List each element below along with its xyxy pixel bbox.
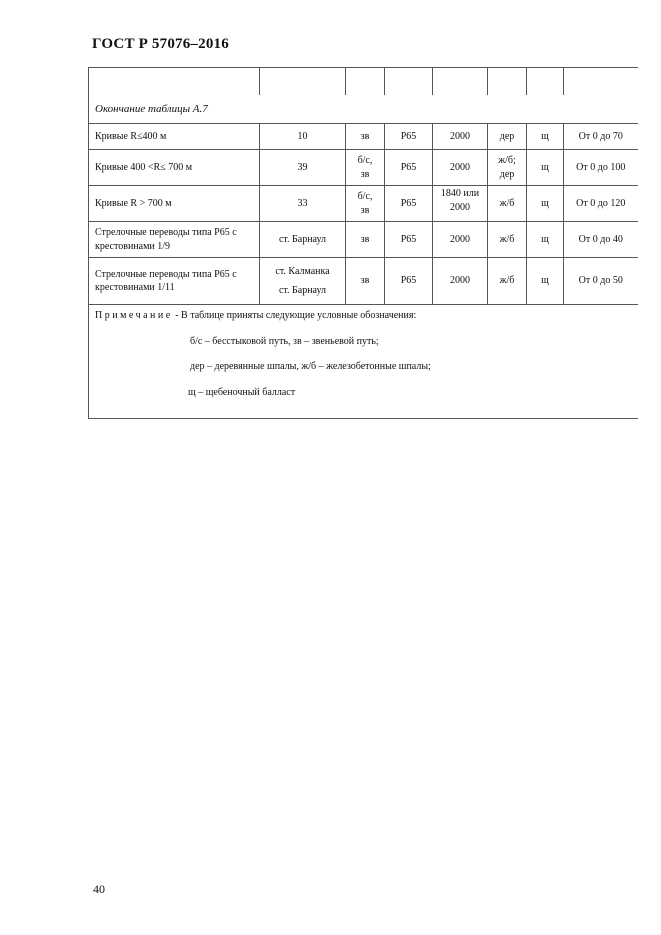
table-row [89, 150, 638, 186]
cell-sleepers-count: 2000 [433, 222, 488, 258]
cell-sleeper-type: ж/б [488, 222, 527, 258]
cell-value: 33 [260, 186, 346, 222]
data-table [88, 67, 638, 419]
cell-rail-type: Р65 [385, 186, 433, 222]
table-row [89, 186, 638, 222]
cell-ballast: щ [527, 186, 564, 222]
table-row [89, 258, 638, 305]
row-label: Кривые R≤400 м [89, 124, 260, 150]
header-cell [346, 68, 385, 96]
table-note [89, 305, 638, 419]
cell-line: крестовинами 1/9 [95, 240, 171, 252]
cell-ballast: щ [527, 150, 564, 186]
header-cell [527, 68, 564, 96]
cell-line: крестовинами 1/11 [95, 282, 175, 293]
cell-station [260, 258, 346, 305]
cell-line: б/с, [357, 191, 373, 202]
cell-value: 39 [260, 150, 346, 186]
header-cell [260, 68, 346, 96]
cell-range: От 0 до 120 [564, 186, 638, 222]
cell-track-type [346, 186, 385, 222]
cell-sleeper-type [488, 150, 527, 186]
cell-sleepers-count [433, 186, 488, 222]
cell-station: ст. Барнаул [260, 222, 346, 258]
cell-line: ст. Калманка [275, 265, 330, 277]
cell-value: 10 [260, 124, 346, 150]
cell-range: От 0 до 40 [564, 222, 638, 258]
cell-sleeper-type: дер [488, 124, 527, 150]
cell-line: 2000 [450, 201, 470, 213]
row-label [89, 222, 260, 258]
page-number: 40 [93, 882, 105, 896]
header-cell [564, 68, 638, 96]
cell-line: зв [360, 204, 370, 216]
caption-row [89, 95, 638, 124]
note-line: дер – деревянные шпалы, ж/б – железобетонные шпалы; [190, 361, 431, 372]
cell-line: б/с, [357, 155, 373, 166]
cell-line: ст. Барнаул [278, 285, 327, 296]
table-header-row [89, 68, 638, 96]
cell-range: От 0 до 100 [564, 150, 638, 186]
cell-track-type: зв [346, 124, 385, 150]
header-cell [433, 68, 488, 96]
table-caption: Окончание таблицы А.7 [89, 95, 638, 124]
header-cell [89, 68, 260, 96]
header-cell [385, 68, 433, 96]
cell-sleeper-type: ж/б [488, 258, 527, 305]
cell-track-type [346, 150, 385, 186]
note-row [89, 305, 638, 419]
cell-rail-type: Р65 [385, 124, 433, 150]
document-header: ГОСТ Р 57076–2016 [92, 36, 229, 52]
cell-line: дер [499, 168, 515, 180]
cell-ballast: щ [527, 124, 564, 150]
cell-track-type: зв [346, 258, 385, 305]
cell-track-type: зв [346, 222, 385, 258]
note-intro: - В таблице приняты следующие условные обозначения: [172, 310, 417, 321]
cell-range: От 0 до 70 [564, 124, 638, 150]
cell-line: зв [360, 168, 370, 180]
cell-line: Стрелочные переводы типа Р65 с [95, 227, 237, 238]
cell-line: 1840 или [440, 188, 480, 199]
cell-range: От 0 до 50 [564, 258, 638, 305]
cell-ballast: щ [527, 222, 564, 258]
cell-sleepers-count: 2000 [433, 150, 488, 186]
cell-sleepers-count: 2000 [433, 258, 488, 305]
row-label: Кривые 400 <R≤ 700 м [89, 150, 260, 186]
cell-line: ж/б; [498, 155, 516, 166]
cell-sleeper-type: ж/б [488, 186, 527, 222]
cell-line: Стрелочные переводы типа Р65 с [95, 268, 237, 280]
table-row [89, 124, 638, 150]
cell-rail-type: Р65 [385, 258, 433, 305]
note-intro-line [95, 309, 632, 323]
cell-ballast: щ [527, 258, 564, 305]
note-line: б/с – бесстыковой путь, зв – звеньевой путь; [190, 335, 379, 347]
row-label: Кривые R > 700 м [89, 186, 260, 222]
note-title: Примечание [95, 310, 173, 321]
table-row [89, 222, 638, 258]
row-label [89, 258, 260, 305]
note-line: щ – щебеночный балласт [188, 386, 296, 398]
header-cell [488, 68, 527, 96]
cell-sleepers-count: 2000 [433, 124, 488, 150]
cell-rail-type: Р65 [385, 222, 433, 258]
cell-rail-type: Р65 [385, 150, 433, 186]
